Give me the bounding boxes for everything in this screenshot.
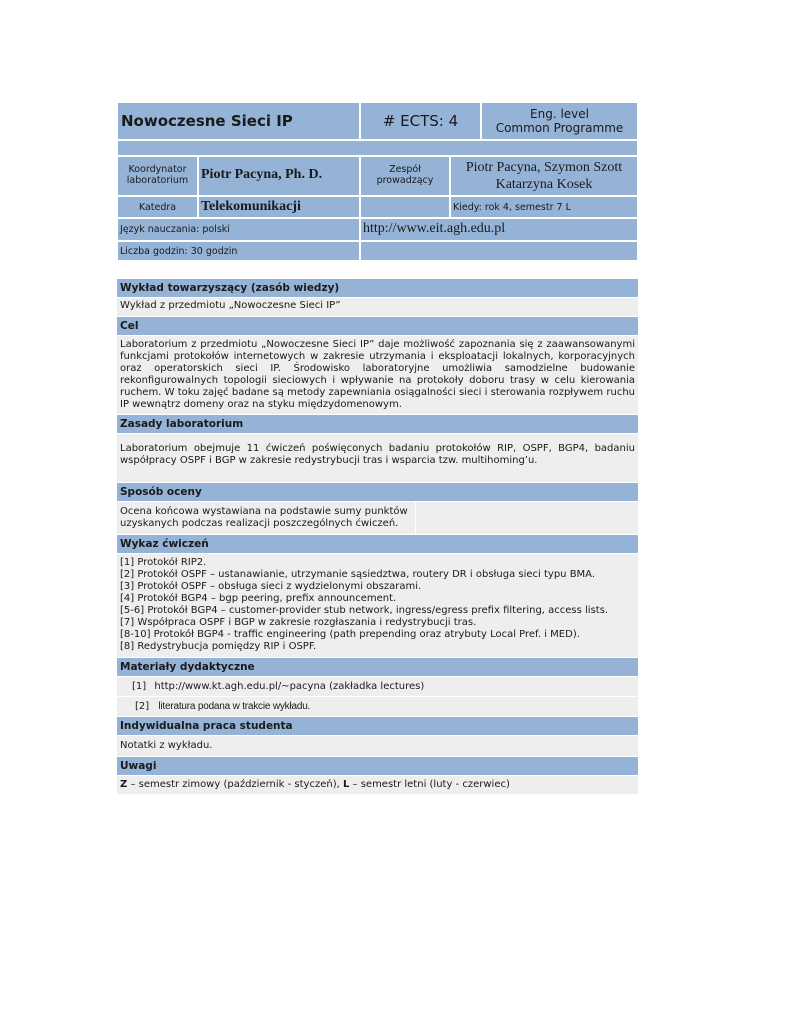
department-name: Telekomunikacji [201,199,301,214]
hours-cell [117,241,360,261]
section-title-grading: Sposób oceny [117,483,638,502]
grading-empty [416,502,638,534]
section-title-exercises: Wykaz ćwiczeń [117,535,638,554]
course-document [117,102,638,790]
sections-table [117,279,638,795]
section-body-rules: Laboratorium obejmuje 11 ćwiczeń poświęconych badaniu protokołów RIP, OSPF, BGP4, badaniu współpracy OSPF i BGP w zakresie redystrybucji tras i wsparcia tzw. multihoming’u. [117,434,638,483]
notes-winter-letter: Z [120,779,128,790]
level-line-1: Eng. level [530,107,589,121]
schedule-text: Kiedy: rok 4, semestr 7 L [453,202,571,213]
section-body-lecture: Wykład z przedmiotu „Nowoczesne Sieci IP” [117,298,638,317]
notes-winter-text: – semestr zimowy (październik - styczeń), [127,779,343,790]
website-cell [360,218,638,241]
ects-value: # ECTS: 4 [382,112,459,130]
ects-cell [360,102,481,140]
section-body-exercises [117,554,638,658]
department-empty-cell [360,196,450,218]
department-label-cell [117,196,198,218]
section-body-goal: Laboratorium z przedmiotu „Nowoczesne Sieci IP” daje możliwość zapoznania się z zaawansowanymi funkcjami protokołów internetowych w zakresie utrzymania i eksploatacji lokalnych, korporacyjnych oraz operatorskich sieci IP. Środowisko laboratoryjne umożliwia samodzielne budowanie rekonfigurowalnych topologii sieciowych i wpływanie na protokoły doboru trasy w celu kierowania ruchem. W toku zajęć badane są metody zapewniania osiągalności sieci i sterowania rozpływem ruchu IP wewnątrz domeny oraz na styku międzydomenowym. [117,336,638,415]
course-title-cell [117,102,360,140]
materials-item-2-text: literatura podana w trakcie wykładu. [158,701,311,712]
team-members-cell [450,156,638,196]
notes-summer-letter: L [342,779,350,790]
grading-text: Ocena końcowa wystawiana na podstawie sumy punktów uzyskanych podczas realizacji poszczególnych ćwiczeń. [117,502,416,534]
exercise-item: [5-6] Protokół BGP4 – customer-provider stub network, ingress/egress prefix filtering, access lists. [120,605,609,616]
team-label-2: prowadzący [376,175,434,186]
materials-item-1-number: [1] [132,681,147,692]
exercise-item: [8] Redystrybucja pomiędzy RIP i OSPF. [120,641,317,652]
coordinator-label-2: laboratorium [126,175,189,186]
team-label-cell [360,156,450,196]
materials-item-2 [117,697,638,717]
exercise-item: [8-10] Protokół BGP4 - traffic engineering (path prepending oraz atrybuty Local Pref. i MED). [120,629,580,640]
department-label: Katedra [138,202,177,213]
exercise-item: [3] Protokół OSPF – obsługa sieci z wydzielonymi obszarami. [120,581,422,592]
section-body-student-work: Notatki z wykładu. [117,736,638,757]
hours-text: Liczba godzin: 30 godzin [120,246,238,257]
coordinator-label-1: Koordynator [128,164,187,175]
team-member-line-2: Katarzyna Kosek [495,177,593,192]
materials-item-1-link[interactable]: http://www.kt.agh.edu.pl/~pacyna (zakładka lectures) [154,681,425,692]
website-link[interactable]: http://www.eit.agh.edu.pl [363,221,506,236]
coordinator-label-cell [117,156,198,196]
language-cell [117,218,360,241]
language-text: Język nauczania: polski [120,224,230,235]
course-title: Nowoczesne Sieci IP [121,112,293,130]
exercise-list [120,557,635,653]
team-member-line-1: Piotr Pacyna, Szymon Szott [465,160,623,175]
section-title-goal: Cel [117,317,638,336]
department-name-cell [198,196,360,218]
section-body-grading [117,502,638,535]
coordinator-name-cell [198,156,360,196]
level-cell [481,102,638,140]
section-body-notes [117,776,638,795]
coordinator-name: Piotr Pacyna, Ph. D. [201,167,323,182]
section-title-student-work: Indywidualna praca studenta [117,717,638,736]
header-spacer [117,140,638,156]
section-title-materials: Materiały dydaktyczne [117,658,638,677]
section-title-rules: Zasady laboratorium [117,415,638,434]
team-label-1: Zespół [389,164,421,175]
materials-item-1 [117,677,638,697]
exercise-item: [2] Protokół OSPF – ustanawianie, utrzymanie sąsiedztwa, routery DR i obsługa sieci typu BMA. [120,569,596,580]
section-title-lecture: Wykład towarzyszący (zasób wiedzy) [117,279,638,298]
section-title-notes: Uwagi [117,757,638,776]
exercise-item: [1] Protokół RIP2. [120,557,207,568]
materials-item-2-number: [2] [135,701,150,712]
level-line-2: Common Programme [495,121,624,135]
hours-empty-cell [360,241,638,261]
exercise-item: [7] Współpraca OSPF i BGP w zakresie rozgłaszania i redystrybucji tras. [120,617,477,628]
schedule-cell [450,196,638,218]
exercise-item: [4] Protokół BGP4 – bgp peering, prefix announcement. [120,593,397,604]
notes-summer-text: – semestr letni (luty - czerwiec) [349,779,510,790]
